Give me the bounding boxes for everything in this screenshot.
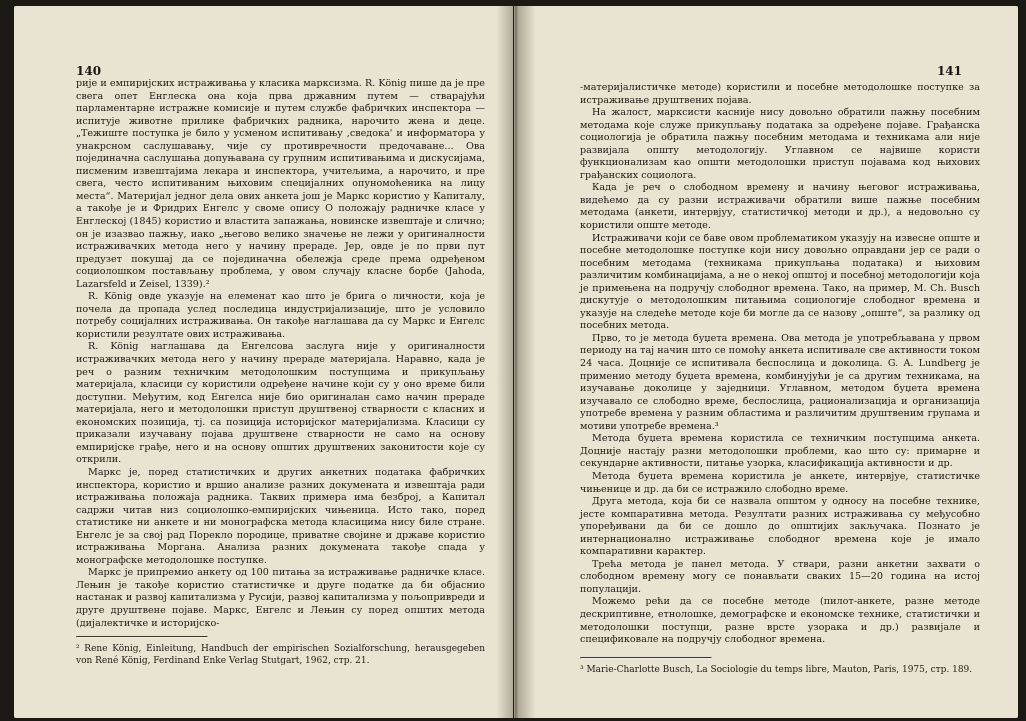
paragraph: Маркс је, поред статистичких и других анкетних података фабричких инспектора, користио и вршио анализе разних докумената и извештаја ради истраживања положаја радника. Таквих примера има безброј, а Капитал садржи читав низ социолошко-емпиријских чињеница. Исто тако, поред статистике ни анкете и ни монографска метода класицима нису биле стране. Енгелс је за свој рад Порекло породице, приватне својине и државе користио истраживања Моргана. Анализа разних докумената такође спада у монографске методолошке поступке. bbox=[76, 466, 485, 566]
paragraph: Маркс је припремио анкету од 100 питања за истраживање радничке класе. Лењин је такође користио статистичке и друге податке да би објаснио настанак и развој капитализма у Русији, развој капитализма у пољопривреди и друге друштвене појаве. Маркс, Енгелс и Лењин су поред општих метода (дијалектичке и историјско- bbox=[76, 567, 485, 629]
paragraph: Прво, то је метода буџета времена. Ова метода је употребљавана у првом периоду на тај начин што се помоћу анкета испитивале све активности током 24 часа. Доцније се испитивала беспослица и доколица. G. A. Lundberg је применио методу буџета времена, комбинујући је са другим техникама, на изучавање доколице у заједници. Углавном, методом буџета времена изучавало се слободно време, беспослица, рационализација и организација употребе времена у разним областима и различитим друштвеним групама и мотиви употребе времена.³ bbox=[580, 332, 980, 432]
paragraph: Трећа метода је панел метода. У ствари, разни анкетни захвати о слободном времену могу се понављати сваких 15—20 година на истој популацији. bbox=[580, 558, 980, 595]
page-number: 140 bbox=[76, 64, 102, 78]
paragraph: R. König овде указује на елеменат као што је брига о личности, која је почела да пропада услед последица индустријализације, што је условило потребу социјалних истраживања. Он такође наглашава да су Маркс и Енгелс користили резултате ових истраживања. bbox=[76, 291, 485, 340]
footnote-rule bbox=[580, 657, 712, 659]
page-body bbox=[76, 78, 485, 630]
paragraph: Друга метода, која би се назвала општом у односу на посебне технике, јесте компаративна метода. Резултати разних истраживања су међусобно упоређивани да би се дошло до општијих закључака. Познато је интернационално истраживање слободног времена које је имало компаративни карактер. bbox=[580, 496, 980, 558]
page-body bbox=[580, 82, 980, 647]
footnote: ² Rene König, Einleitung, Handbuch der empirischen Sozialforschung, herausgegeben von René König, Ferdinand Enke Verlag Stutgart, 1962, стр. 21. bbox=[76, 644, 485, 666]
paragraph: R. König наглашава да Енгелсова заслуга није у оригиналности истраживачких метода него у начину прераде материјала. Наравно, када је реч о разним техничким методолошким поступцима и прикупљању материјала, класици су користили одређене начине који су у оно време били доступни. Међутим, код Енгелса није био оригиналан само начин прераде материјала, него и методолошки приступ друштвеној стварности с класних и економских позиција, тј. са позиција историјског материјализма. Класици су приказали изучавану појава друштвене стварности не само на основу емпиријске грађе, него и на основу општих друштвених законитости које су открили. bbox=[76, 341, 485, 466]
paragraph: Можемо рећи да се посебне методе (пилот-анкете, разне методе дескриптивне, етнолошке, демографске и економске технике, статистички и методолошки поступци, разне врсте узорака и др.) развијале и спецификовале на подручју слободног времена. bbox=[580, 596, 980, 646]
left-page bbox=[14, 6, 513, 718]
footnote: ³ Marie-Charlotte Busch, La Sociologie du temps libre, Mauton, Paris, 1975, стр. 189. bbox=[580, 665, 973, 675]
paragraph: На жалост, марксисти касније нису довољно обратили пажњу посебним методама које служе прикупљању података за одређене појаве. Грађанска социологија је обратила пажњу посебним методама и техникама али није развијала општу методологију. Углавном се највише користи функционализам као општи методолошки приступ појавама код њихових грађанских социолога. bbox=[580, 107, 980, 181]
right-page bbox=[514, 6, 1018, 718]
paragraph: рије и емпиријских истраживања у класика марксизма. R. König пише да је пре свега опет Енглеска она која прва државним путем — стварајући парламентарне истражне комисије и путем службе фабричких инспектора — испитује животне прилике фабричких радника, нарочито жена и деце. „Тежиште поступка је било у усменом испитивању ,сведока' и информатора у унакрсном саслушавању, чије су противречности предочаване... Ова појединачна саслушања допуњавана су групним испитивањима и дискусијама, писменим извештајима лекара и инспектора, учитељима, а нарочито, и пре свега, често испитиваним њиховим специјалних опуномоћеника на лицу места“. Материјал једног дела ових анкета још је Маркс користио у Капиталу, а такође је и Фридрих Енгелс у своме опису О положају радничке класе у Енглеској (1845) користио и властита запажања, новинске извештаје и слично; он је изазвао пажњу, иако „његово велико значење не лежи у оригиналности истраживачких метода него у начину прераде. Јер, овде је по први пут предузет покушај да се појединачна обележја среде према одређеном социолошком постављању проблема, у овом случају класне борбе (Jahoda, Lazarsfeld и Zeisel, 1339).² bbox=[76, 78, 485, 290]
footnote-rule bbox=[76, 636, 208, 638]
paragraph: -материјалистичке методе) користили и посебне методолошке поступке за истраживање друштвених појава. bbox=[580, 82, 980, 106]
paragraph: Метода буџета времена користила је анкете, интервјуе, статистичке чињенице и др. да би се истражило слободно време. bbox=[580, 470, 980, 495]
page-number: 141 bbox=[936, 64, 962, 78]
paragraph: Када је реч о слободном времену и начину његовог истраживања, видећемо да су разни истраживачи обратили више пажње посебним методама (анкети, интервјуу, статистичкој методи и др.), а недовољно су користили опште методе. bbox=[580, 182, 980, 232]
paragraph: Метода буџета времена користила се техничким поступцима анкета. Доцније настају разни методолошки проблеми, као што су: примарне и секундарне активности, питање узорка, класификација активности и др. bbox=[580, 433, 980, 470]
paragraph: Истраживачи који се баве овом проблематиком указују на извесне опште и посебне методолошке поступке који нису довољно оправдани јер се ради о посебним методама (техникама прикупљања података) и њиховим различитим комбинацијама, а не о некој општој и посебној методологији која је примењена на подручју слободног времена. Тако, на пример, M. Ch. Busch дискутује о методолошким питањима социологије слободног времена и указује на следеће методе које би могле да се назову „опште“, за разлику од посебних метода. bbox=[580, 232, 980, 332]
